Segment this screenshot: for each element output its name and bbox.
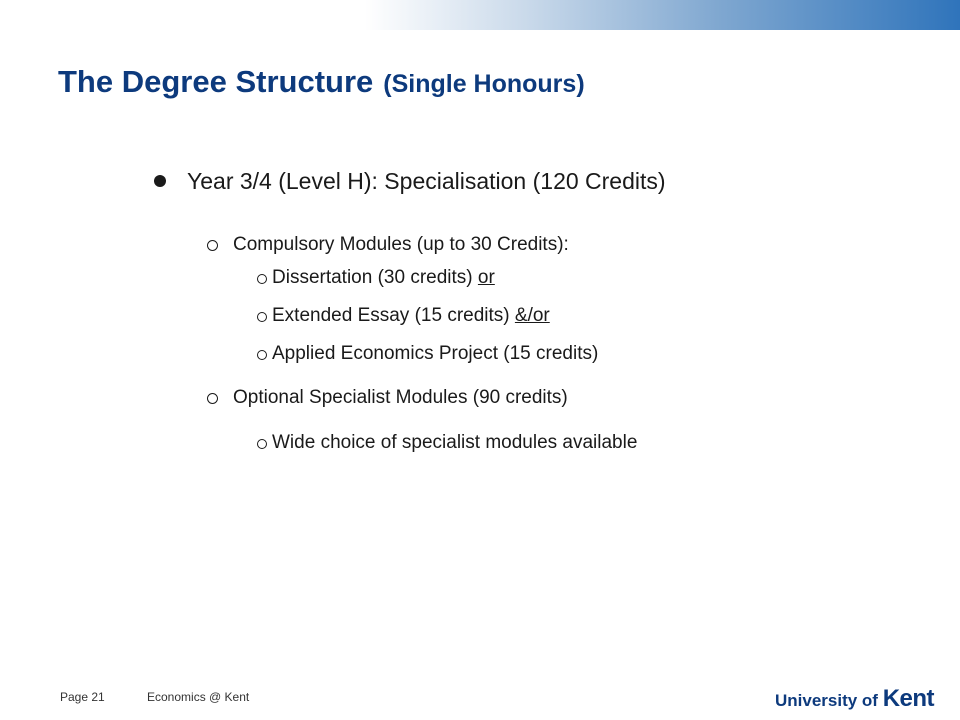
slide-title-suffix: (Single Honours) <box>383 70 585 98</box>
logo-name: Kent <box>882 685 935 712</box>
filled-bullet-icon <box>154 175 166 187</box>
compulsory-modules-bullet <box>233 231 569 259</box>
module-item-text: Applied Economics Project (15 credits) <box>272 343 599 364</box>
module-item-text: Wide choice of specialist modules available <box>272 432 638 453</box>
module-item-text: Dissertation (30 credits) <box>272 267 478 288</box>
main-bullet-text: Year 3/4 (Level H): Specialisation (120 Credits) <box>187 168 666 194</box>
footer-department: Economics @ Kent <box>147 690 250 704</box>
hollow-bullet-icon <box>207 240 218 251</box>
module-item-dissertation <box>272 264 495 292</box>
university-logo <box>775 684 934 717</box>
slide-title-main: The Degree Structure <box>58 64 374 99</box>
module-item-wide-choice <box>272 429 637 457</box>
compulsory-modules-label: Compulsory Modules (up to 30 Credits): <box>233 234 569 255</box>
module-item-connector: or <box>477 267 495 288</box>
main-bullet <box>187 164 666 198</box>
header-gradient-band <box>0 0 960 30</box>
module-item-applied-economics-project <box>272 340 598 368</box>
hollow-bullet-icon <box>257 350 267 360</box>
hollow-bullet-icon <box>257 274 267 284</box>
logo-prefix: University of <box>775 691 883 710</box>
slide-title <box>58 62 585 104</box>
hollow-bullet-icon <box>257 312 267 322</box>
hollow-bullet-icon <box>207 393 218 404</box>
optional-modules-bullet <box>233 384 568 412</box>
module-item-extended-essay <box>272 302 550 330</box>
module-item-text: Extended Essay (15 credits) <box>272 305 515 326</box>
footer-page-number: Page 21 <box>60 690 105 704</box>
hollow-bullet-icon <box>257 439 267 449</box>
module-item-connector: &/or <box>514 305 550 326</box>
optional-modules-label: Optional Specialist Modules (90 credits) <box>233 387 568 408</box>
